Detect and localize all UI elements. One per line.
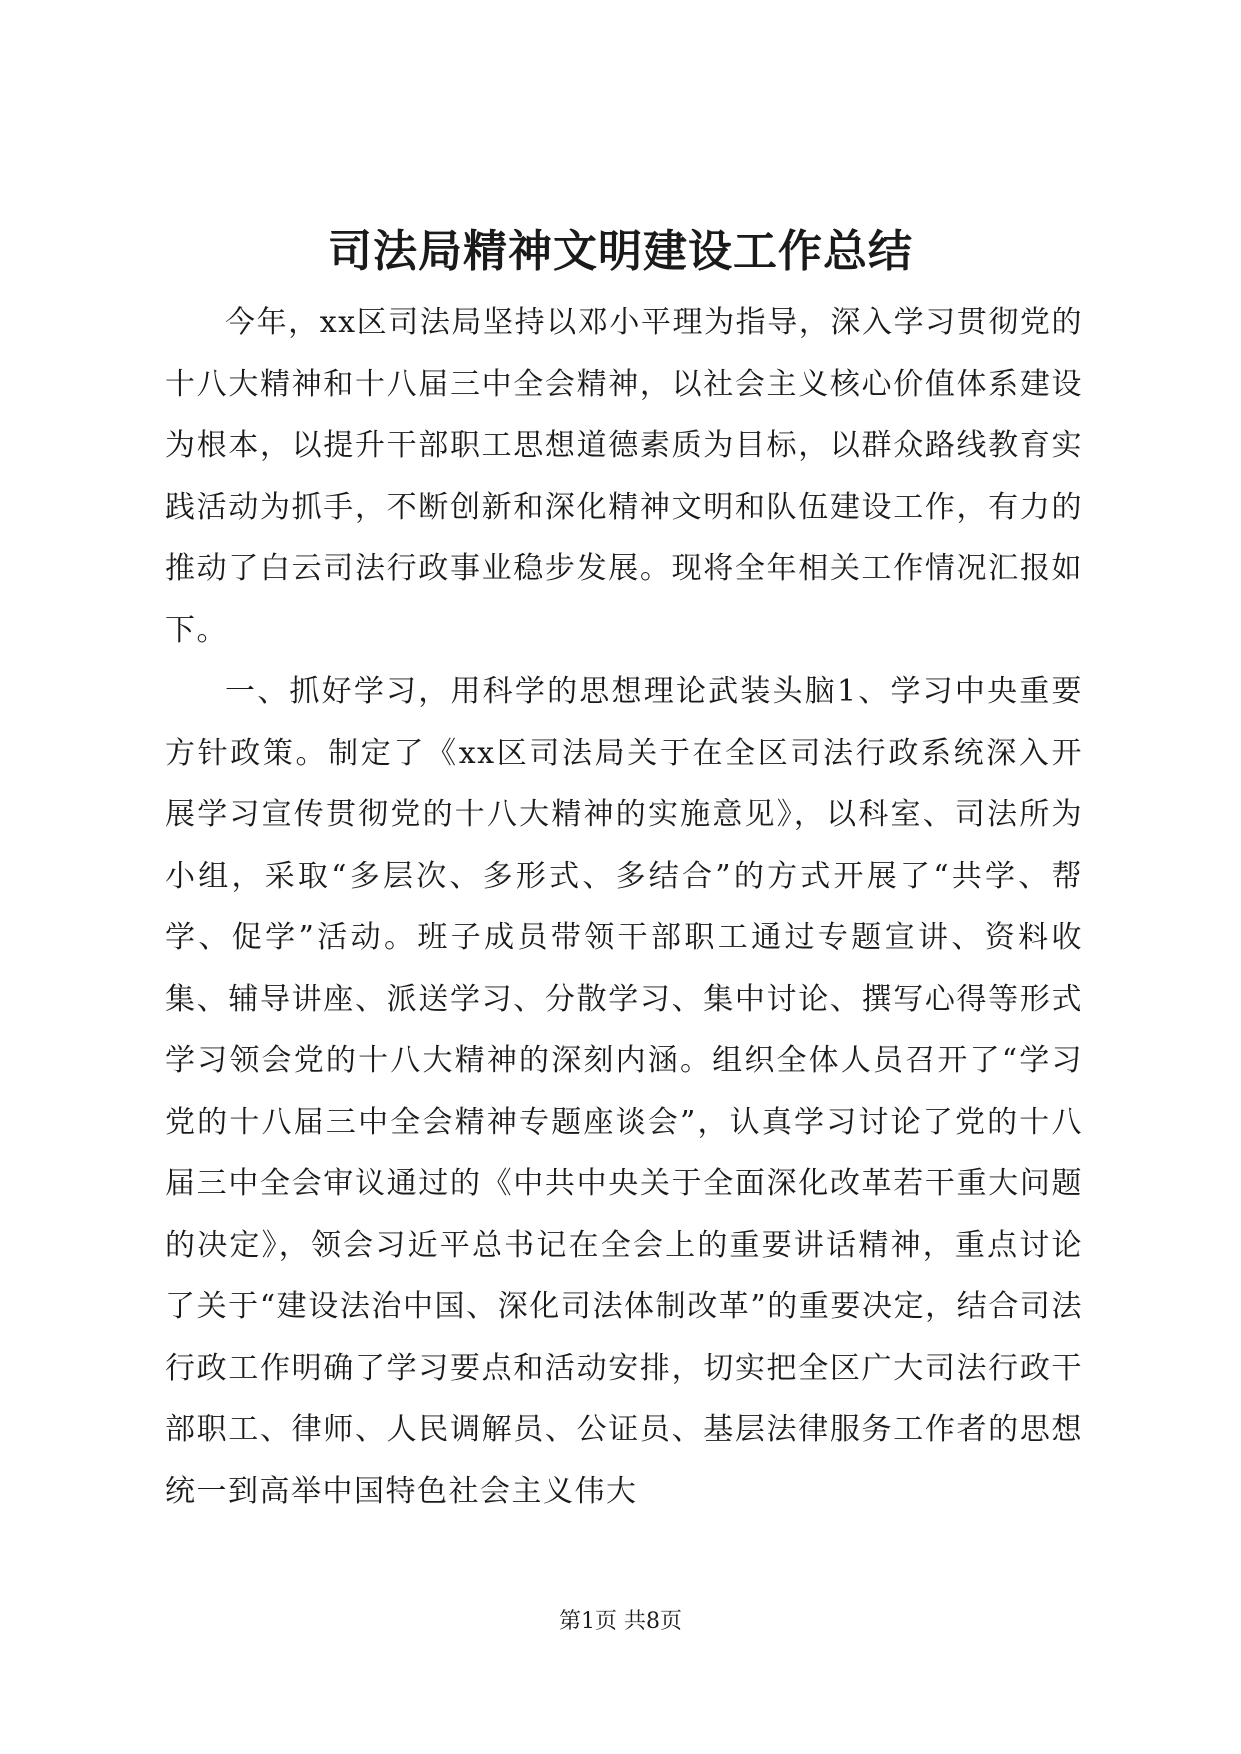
document-body — [165, 292, 1083, 1522]
paragraph-intro: 今年，xx区司法局坚持以邓小平理为指导，深入学习贯彻党的十八大精神和十八届三中全会精神，以社会主义核心价值体系建设为根本，以提升干部职工思想道德素质为目标，以群众路线教育实践活动为抓手，不断创新和深化精神文明和队伍建设工作，有力的推动了白云司法行政事业稳步发展。现将全年相关工作情况汇报如下。 — [165, 305, 1083, 648]
document-title: 司法局精神文明建设工作总结 — [328, 226, 913, 277]
paragraph-section-one: 一、抓好学习，用科学的思想理论武装头脑1、学习中央重要方针政策。制定了《xx区司法局关于在全区司法行政系统深入开展学习宣传贯彻党的十八大精神的实施意见》，以科室、司法所为小组，采取“多层次、多形式、多结合”的方式开展了“共学、帮学、促学”活动。班子成员带领干部职工通过专题宣讲、资料收集、辅导讲座、派送学习、分散学习、集中讨论、撰写心得等形式学习领会党的十八大精神的深刻内涵。组织全体人员召开了“学习党的十八届三中全会精神专题座谈会”，认真学习讨论了党的十八届三中全会审议通过的《中共中央关于全面深化改革若干重大问题的决定》，领会习近平总书记在全会上的重要讲话精神，重点讨论了关于“建设法治中国、深化司法体制改革”的重要决定，结合司法行政工作明确了学习要点和活动安排，切实把全区广大司法行政干部职工、律师、人民调解员、公证员、基层法律服务工作者的思想统一到高举中国特色社会主义伟大 — [165, 674, 1083, 1509]
page-number-footer: 第1页 共8页 — [559, 1609, 682, 1634]
